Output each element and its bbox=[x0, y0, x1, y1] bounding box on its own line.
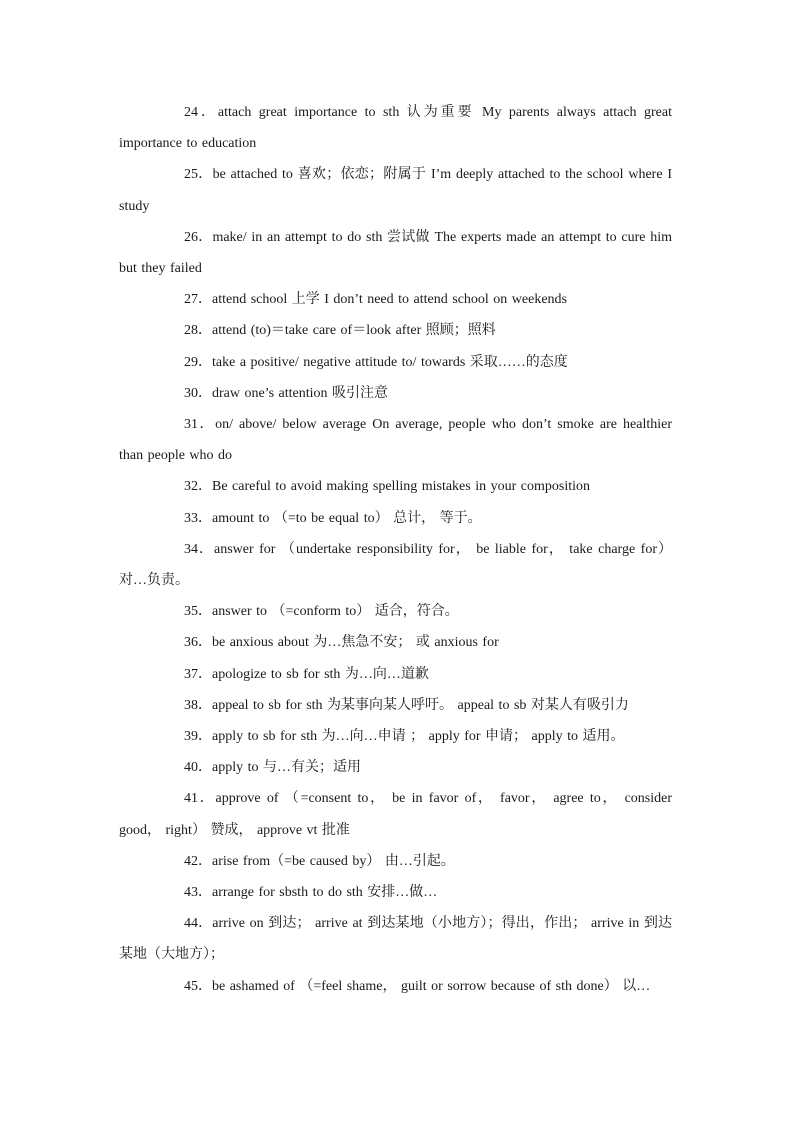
entry-number: 32 bbox=[184, 479, 198, 495]
list-item: 25．be attached to 喜欢；依恋；附属于 I’m deeply attached to the school where I study bbox=[119, 167, 672, 214]
entry-text: answer for （undertake responsibility for， be liable for， take charge for） 对…负责。 bbox=[119, 541, 672, 589]
entry-number: 43 bbox=[184, 885, 198, 901]
list-item: 24．attach great importance to sth 认为重要 My parents always attach great importance to education bbox=[119, 105, 672, 152]
list-item: 30．draw one’s attention 吸引注意 bbox=[184, 385, 389, 401]
entry-text: arrange for sbsth to do sth 安排…做… bbox=[212, 885, 438, 901]
list-item: 41．approve of （=consent to， be in favor of， favor， agree to， consider good， right） 赞成， approve vt 批准 bbox=[119, 791, 673, 838]
list-item: 42．arise from（=be caused by） 由…引起。 bbox=[184, 853, 455, 869]
list-item: 32．Be careful to avoid making spelling mistakes in your composition bbox=[184, 479, 590, 495]
entry-text: arrive on 到达； arrive at 到达某地（小地方）；得出，作出； arrive in 到达某地（大地方）； bbox=[119, 916, 673, 963]
entry-text: apologize to sb for sth 为…向…道歉 bbox=[212, 666, 429, 682]
entry-number: 34 bbox=[184, 541, 198, 557]
entry-number: 25 bbox=[184, 167, 198, 183]
list-item: 34．answer for （undertake responsibility for， be liable for， take charge for） 对…负责。 bbox=[119, 541, 672, 589]
list-item: 45．be ashamed of （=feel shame， guilt or sorrow because of sth done） 以… bbox=[184, 978, 651, 994]
entry-text: arise from（=be caused by） 由…引起。 bbox=[212, 853, 455, 869]
entry-text: be attached to 喜欢；依恋；附属于 I’m deeply attached to the school where I study bbox=[119, 167, 672, 214]
entry-number: 41 bbox=[184, 791, 198, 807]
entry-text: answer to （=conform to） 适合，符合。 bbox=[212, 604, 459, 620]
entry-number: 24 bbox=[184, 105, 198, 120]
entry-text: make/ in an attempt to do sth 尝试做 The experts made an attempt to cure him but they failed bbox=[119, 229, 672, 277]
entry-text: apply to sb for sth 为…向…申请 ； apply for 申请； apply to 适用。 bbox=[212, 729, 625, 745]
entry-text: attend school 上学 I don’t need to attend school on weekends bbox=[212, 292, 567, 308]
list-item: 26．make/ in an attempt to do sth 尝试做 The experts made an attempt to cure him but they failed bbox=[119, 229, 672, 277]
entry-text: amount to （=to be equal to） 总计， 等于。 bbox=[212, 510, 482, 526]
entry-text: apply to 与…有关；适用 bbox=[212, 760, 361, 776]
list-item: 27．attend school 上学 I don’t need to attend school on weekends bbox=[184, 292, 567, 308]
entry-number: 27 bbox=[184, 292, 198, 308]
entry-number: 37 bbox=[184, 666, 198, 682]
entry-text: draw one’s attention 吸引注意 bbox=[212, 385, 389, 401]
entry-text: on/ above/ below average On average, people who don’t smoke are healthier than people who do bbox=[119, 417, 672, 464]
phrase-list bbox=[119, 97, 672, 1002]
list-item: 40．apply to 与…有关；适用 bbox=[184, 760, 361, 776]
list-item: 43．arrange for sbsth to do sth 安排…做… bbox=[184, 885, 438, 901]
entry-number: 33 bbox=[184, 510, 198, 526]
entry-number: 26 bbox=[184, 229, 198, 245]
entry-text: approve of （=consent to， be in favor of， favor， agree to， consider good， right） 赞成， approve vt 批准 bbox=[119, 791, 673, 838]
list-item: 44．arrive on 到达； arrive at 到达某地（小地方）；得出，作出； arrive in 到达某地（大地方）； bbox=[119, 916, 673, 963]
entry-text: appeal to sb for sth 为某事向某人呼吁。 appeal to sb 对某人有吸引力 bbox=[212, 697, 629, 713]
entry-number: 44 bbox=[184, 916, 198, 932]
entry-text: attach great importance to sth 认为重要 My parents always attach great importance to education bbox=[119, 105, 672, 152]
list-item: 39．apply to sb for sth 为…向…申请 ； apply for 申请； apply to 适用。 bbox=[184, 729, 625, 745]
entry-number: 45 bbox=[184, 978, 198, 994]
list-item: 35．answer to （=conform to） 适合，符合。 bbox=[184, 604, 459, 620]
entry-text: Be careful to avoid making spelling mistakes in your composition bbox=[212, 479, 590, 495]
entry-number: 28 bbox=[184, 323, 198, 339]
entry-number: 38 bbox=[184, 697, 198, 713]
entry-text: be anxious about 为…焦急不安； 或 anxious for bbox=[212, 635, 499, 651]
entry-number: 31 bbox=[184, 417, 198, 433]
entry-text: attend (to)＝take care of＝look after 照顾；照料 bbox=[212, 323, 496, 339]
entry-number: 39 bbox=[184, 729, 198, 745]
entry-number: 29 bbox=[184, 354, 198, 370]
list-item: 38．appeal to sb for sth 为某事向某人呼吁。 appeal to sb 对某人有吸引力 bbox=[184, 697, 629, 713]
entry-text: take a positive/ negative attitude to/ towards 采取……的态度 bbox=[212, 354, 568, 370]
list-item: 31．on/ above/ below average On average, people who don’t smoke are healthier than people who do bbox=[119, 417, 672, 464]
entry-number: 42 bbox=[184, 853, 198, 869]
list-item: 33．amount to （=to be equal to） 总计， 等于。 bbox=[184, 510, 482, 526]
list-item: 36．be anxious about 为…焦急不安； 或 anxious for bbox=[184, 635, 499, 651]
list-item: 37．apologize to sb for sth 为…向…道歉 bbox=[184, 666, 429, 682]
entry-number: 40 bbox=[184, 760, 198, 776]
entry-number: 30 bbox=[184, 385, 198, 401]
entry-text: be ashamed of （=feel shame， guilt or sorrow because of sth done） 以… bbox=[212, 978, 651, 994]
list-item: 28．attend (to)＝take care of＝look after 照顾；照料 bbox=[184, 323, 496, 339]
list-item: 29．take a positive/ negative attitude to/ towards 采取……的态度 bbox=[184, 354, 568, 370]
entry-number: 35 bbox=[184, 604, 198, 620]
entry-number: 36 bbox=[184, 635, 198, 651]
